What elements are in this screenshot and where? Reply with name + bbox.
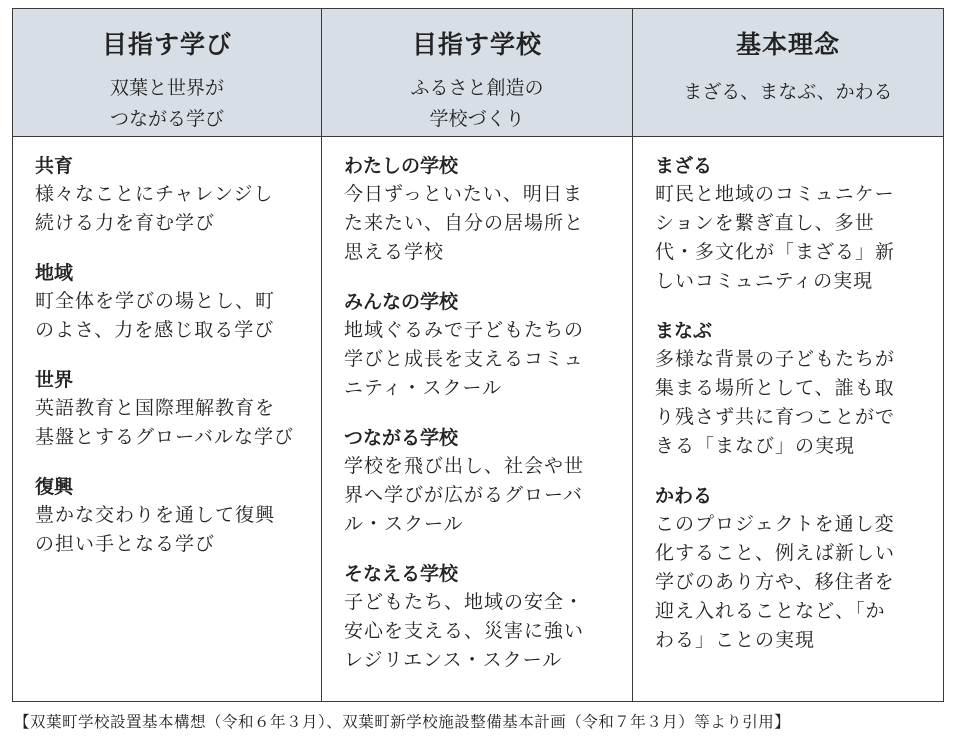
item-text: 英語教育と国際理解教育を 基盤とするグローバルな学び [35, 397, 295, 448]
item-text: 様々なことにチャレンジし 続ける力を育む学び [35, 183, 274, 234]
item-heading: 地域 [35, 262, 74, 284]
comparison-table [12, 8, 944, 702]
item-text: 豊かな交わりを通して復興 の担い手となる学び [35, 504, 276, 555]
list-item [344, 289, 612, 403]
item-heading: まざる [655, 155, 713, 177]
header-subtitle: ふるさと創造の 学校づくり [410, 77, 544, 130]
item-text: このプロジェクトを通し変 化すること、例えば新しい 学びのあり方や、移住者を 迎え入れることなど、「か わる」ことの実現 [655, 513, 896, 651]
list-item [35, 260, 301, 345]
column-school [322, 137, 633, 701]
item-text: 今日ずっといたい、明日ま た来たい、自分の居場所と 思える学校 [344, 183, 585, 263]
header-title: 基本理念 [735, 30, 840, 59]
list-item [655, 318, 923, 461]
list-item [344, 153, 612, 267]
item-text: 町民と地域のコミュニケー ションを繋ぎ直し、多世 代・多文化が「まざる」新 しいコミュニティの実現 [655, 183, 896, 292]
item-heading: 復興 [35, 476, 74, 498]
header-learning [13, 9, 322, 137]
list-item [344, 561, 612, 675]
item-heading: 世界 [35, 369, 74, 391]
item-heading: みんなの学校 [344, 291, 459, 313]
header-philosophy [633, 9, 943, 137]
item-text: 子どもたち、地域の安全・ 安心を支える、災害に強い レジリエンス・スクール [344, 591, 585, 671]
header-title: 目指す学び [101, 30, 232, 59]
list-item [35, 474, 301, 559]
item-text: 学校を飛び出し、社会や世 界へ学びが広がるグローバ ル・スクール [344, 455, 585, 535]
item-heading: まなぶ [655, 320, 713, 342]
header-subtitle: まざる、まなぶ、かわる [683, 81, 893, 103]
item-heading: 共育 [35, 155, 74, 177]
item-text: 地域ぐるみで子どもたちの 学びと成長を支えるコミュ ニティ・スクール [344, 319, 585, 399]
list-item [655, 483, 923, 655]
list-item [35, 153, 301, 238]
column-learning [13, 137, 322, 701]
item-heading: つながる学校 [344, 427, 459, 449]
header-title: 目指す学校 [411, 30, 542, 59]
list-item [35, 367, 301, 452]
column-philosophy [633, 137, 943, 701]
header-subtitle: 双葉と世界が つながる学び [109, 77, 224, 130]
list-item [344, 425, 612, 539]
item-heading: わたしの学校 [344, 155, 459, 177]
source-caption: 【双葉町学校設置基本構想（令和６年３月）、双葉町新学校施設整備基本計画（令和７年３月）等より引用】 [14, 713, 791, 731]
item-text: 多様な背景の子どもたちが 集まる場所として、誰も取 り残さず共に育つことがで きる「まなび」の実現 [655, 348, 896, 457]
item-text: 町全体を学びの場とし、町 のよさ、力を感じ取る学び [35, 290, 276, 341]
list-item [655, 153, 923, 296]
item-heading: かわる [655, 485, 713, 507]
item-heading: そなえる学校 [344, 563, 459, 585]
header-school [322, 9, 633, 137]
